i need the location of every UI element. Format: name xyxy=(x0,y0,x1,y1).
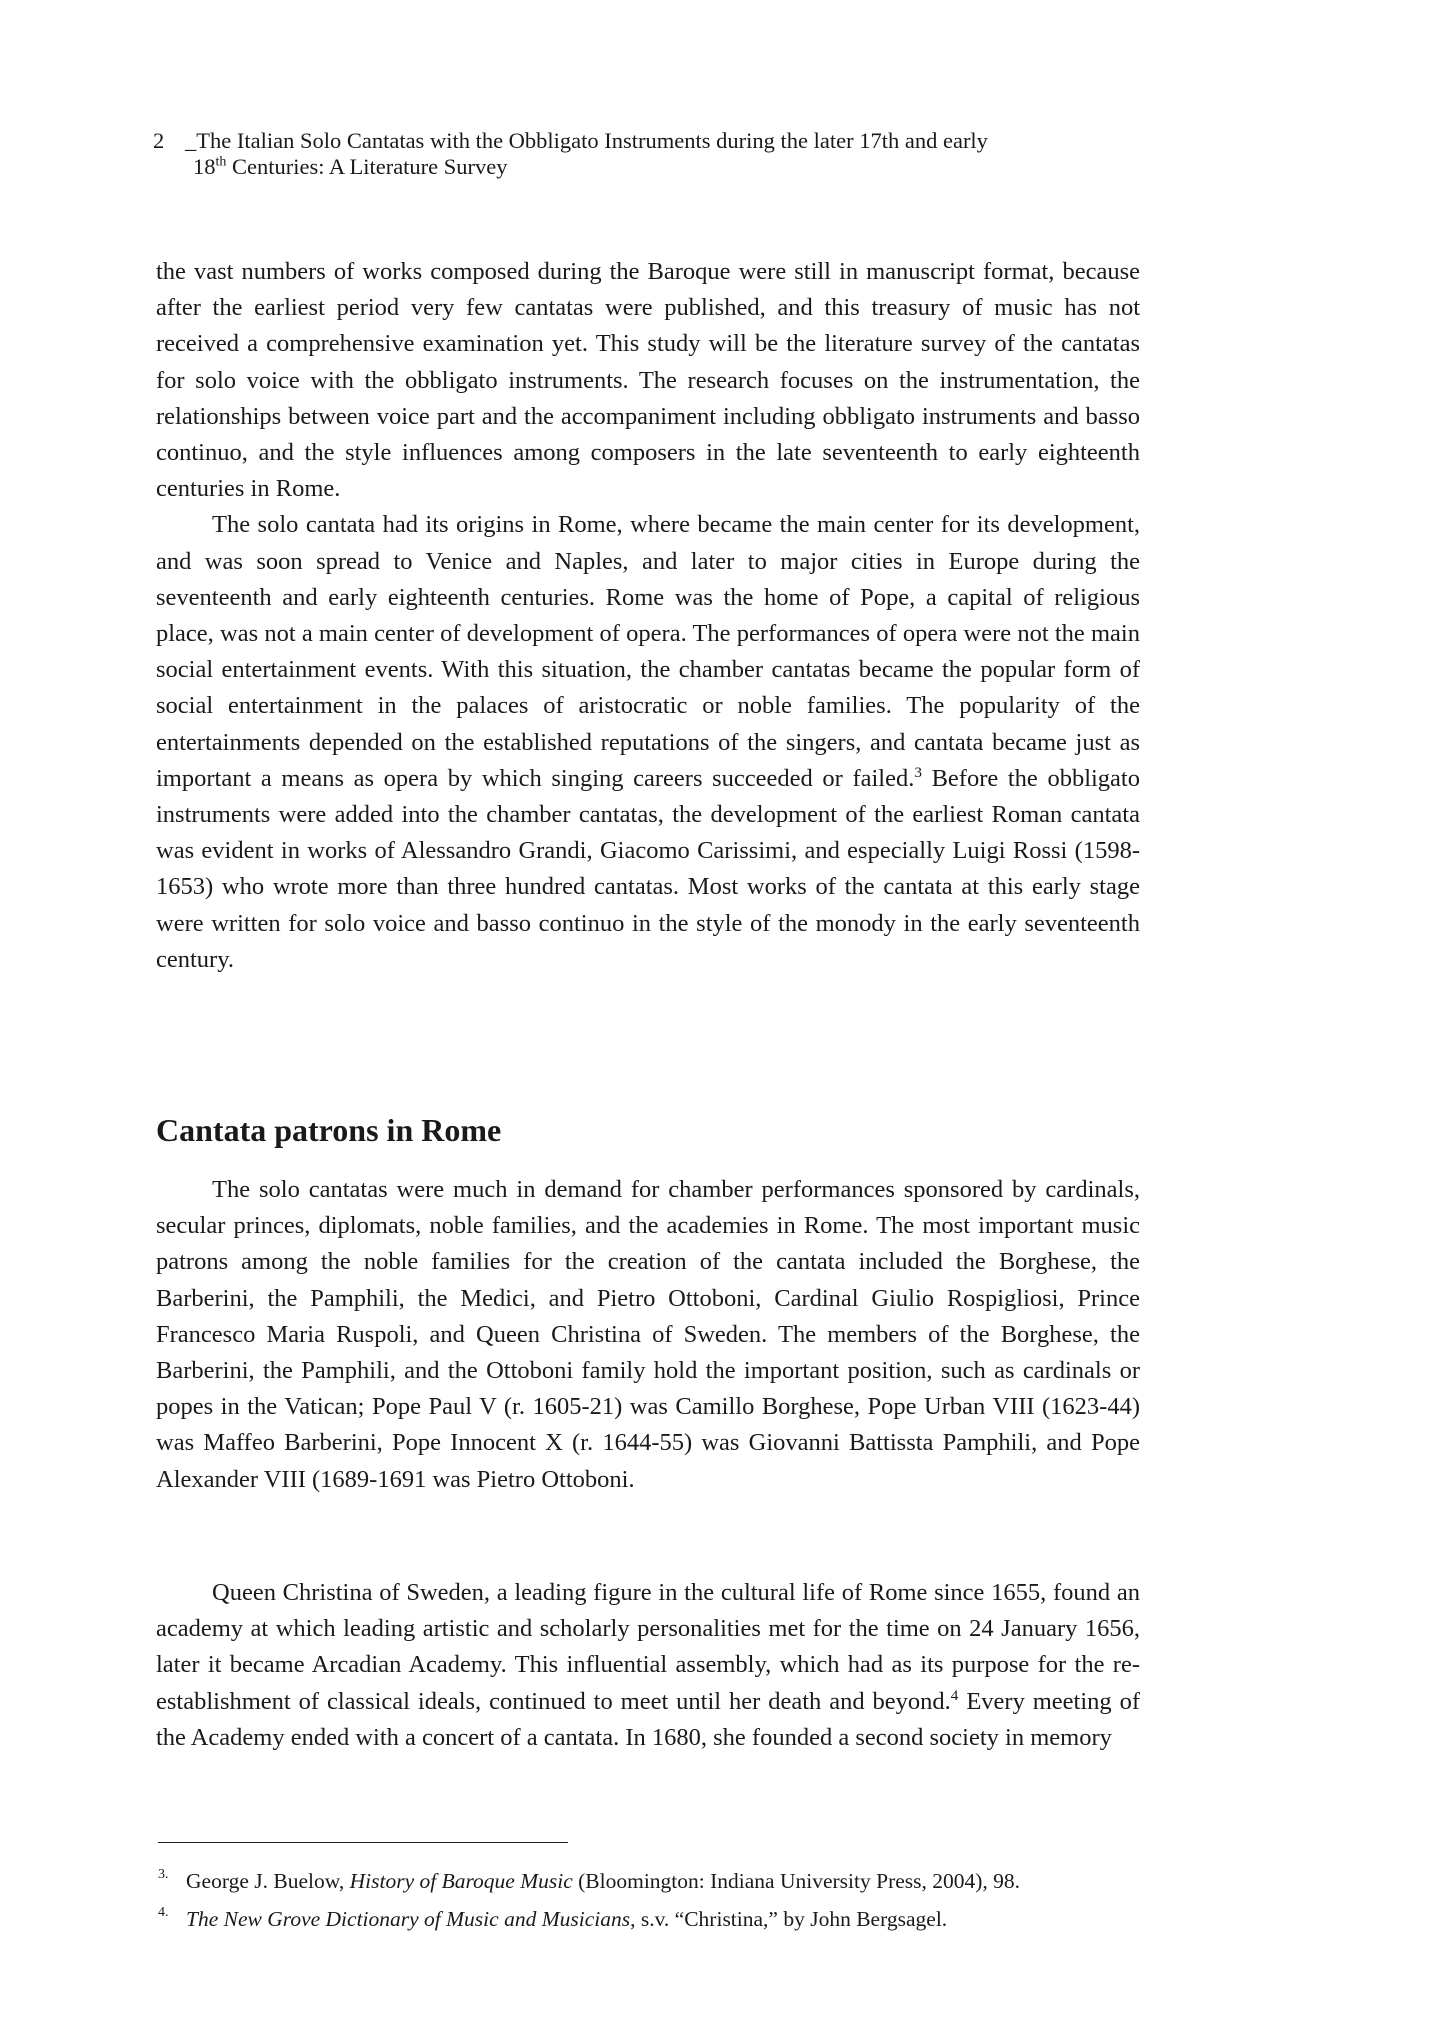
running-head xyxy=(153,128,1153,180)
running-title-century: 18 xyxy=(193,154,216,179)
footnote-ref-4: 4 xyxy=(950,1686,959,1704)
body-text-block-1 xyxy=(156,254,1140,978)
running-title-subtitle: Centuries: A Literature Survey xyxy=(226,154,508,179)
body-text-block-2 xyxy=(156,1172,1140,1498)
section-heading: Cantata patrons in Rome xyxy=(156,1112,502,1148)
running-title-line2 xyxy=(153,154,1153,180)
running-title-ordinal-suffix: th xyxy=(215,154,227,170)
footnote-number: 4. xyxy=(158,1905,169,1920)
running-title-line1: _The Italian Solo Cantatas with the Obbligato Instruments during the later 17th and early xyxy=(185,128,988,153)
footnotes xyxy=(158,1865,1140,1941)
page-number: 2 xyxy=(153,128,165,153)
footnote-title: The New Grove Dictionary of Music and Musicians xyxy=(186,1907,631,1931)
footnote-ref-3: 3 xyxy=(914,763,922,781)
footnote-number: 3. xyxy=(158,1867,169,1882)
paragraph-origins-text-b: Before the obbligato instruments were added into the chamber cantatas, the development of the earliest Roman cantata was evident in works of Alessandro Grandi, Giacomo Carissimi, and especially Luigi Rossi (1598-1653) who wrote more than three hundred cantatas. Most works of the cantata at this early stage were written for solo voice and basso continuo in the style of the monody in the early seventeenth century. xyxy=(156,764,1140,973)
paragraph-queen-christina-text-a: Queen Christina of Sweden, a leading figure in the cultural life of Rome since 1655, found an academy at which leading artistic and scholarly personalities met for the time on 24 January 1656, later it became Arcadian Academy. This influential assembly, which had as its purpose for the re-establishment of classical ideals, continued to meet until her death and beyond. xyxy=(156,1579,1140,1715)
body-text-block-3 xyxy=(156,1575,1140,1756)
paragraph-queen-christina xyxy=(156,1575,1140,1756)
footnote-author: George J. Buelow, xyxy=(186,1869,350,1893)
footnote-divider xyxy=(158,1842,568,1843)
footnote-details: (Bloomington: Indiana University Press, 2004), 98. xyxy=(572,1869,1021,1893)
paragraph-patrons: The solo cantatas were much in demand for chamber performances sponsored by cardinals, secular princes, diplomats, noble families, and the academies in Rome. The most important music patrons among the noble families for the creation of the cantata included the Borghese, the Barberini, the Pamphili, the Medici, and Pietro Ottoboni, Cardinal Giulio Rospigliosi, Prince Francesco Maria Ruspoli, and Queen Christina of Sweden. The members of the Borghese, the Barberini, the Pamphili, and the Ottoboni family hold the important position, such as cardinals or popes in the Vatican; Pope Paul V (r. 1605-21) was Camillo Borghese, Pope Urban VIII (1623-44) was Maffeo Barberini, Pope Innocent X (r. 1644-55) was Giovanni Battissta Pamphili, and Pope Alexander VIII (1689-1691 was Pietro Ottoboni. xyxy=(156,1176,1140,1493)
paragraph-continuation: the vast numbers of works composed during the Baroque were still in manuscript format, because after the earliest period very few cantatas were published, and this treasury of music has not received a comprehensive examination yet. This study will be the literature survey of the cantatas for solo voice with the obbligato instruments. The research focuses on the instrumentation, the relationships between voice part and the accompaniment including obbligato instruments and basso continuo, and the style influences among composers in the late seventeenth to early eighteenth centuries in Rome. xyxy=(156,258,1140,503)
footnote-3 xyxy=(158,1865,1140,1897)
footnote-title: History of Baroque Music xyxy=(349,1869,573,1893)
paragraph-origins xyxy=(156,507,1140,978)
paragraph-origins-text-a: The solo cantata had its origins in Rome, where became the main center for its development, and was soon spread to Venice and Naples, and later to major cities in Europe during the seventeenth and early eighteenth centuries. Rome was the home of Pope, a capital of religious place, was not a main center of development of opera. The performances of opera were not the main social entertainment events. With this situation, the chamber cantatas became the popular form of social entertainment in the palaces of aristocratic or noble families. The popularity of the entertainments depended on the established reputations of the singers, and cantata became just as important a means as opera by which singing careers succeeded or failed. xyxy=(156,511,1140,792)
footnote-details: , s.v. “Christina,” by John Bergsagel. xyxy=(630,1907,948,1931)
paragraph-queen-christina-text-b: Every meeting of the Academy ended with a concert of a cantata. In 1680, she founded a second society in memory xyxy=(156,1687,1141,1751)
footnote-4 xyxy=(158,1903,1140,1935)
